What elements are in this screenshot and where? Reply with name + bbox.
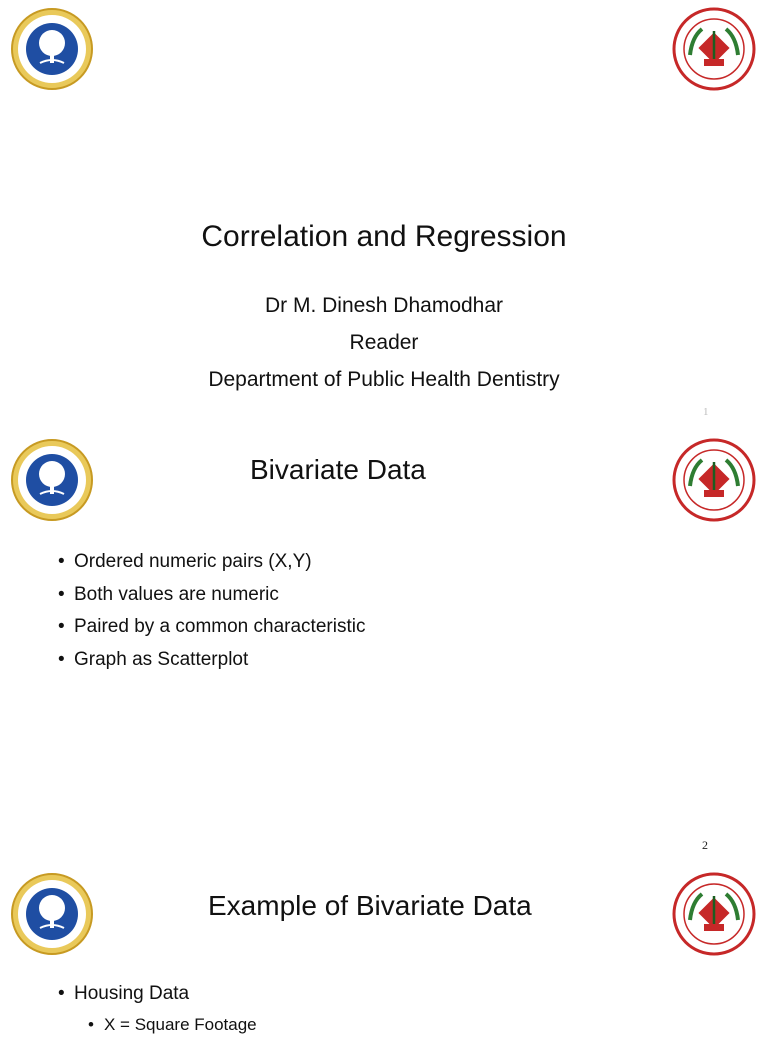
dental-college-emblem-logo	[672, 438, 756, 522]
slide-title: Bivariate Data	[250, 454, 426, 485]
institute-seal-logo	[10, 7, 94, 91]
institute-seal-logo	[10, 438, 94, 522]
bullet-list	[58, 978, 189, 1011]
bullet-list	[58, 546, 365, 676]
author-department: Department of Public Health Dentistry	[208, 368, 560, 391]
page-number: 2	[702, 838, 708, 852]
sub-bullet-item: • X = Square Footage	[88, 1009, 257, 1042]
slide-title: Example of Bivariate Data	[208, 890, 532, 921]
dental-college-emblem-logo	[672, 872, 756, 956]
slide-2	[0, 434, 768, 868]
slide-title: Correlation and Regression	[201, 220, 567, 253]
dental-college-emblem-logo	[672, 7, 756, 91]
page-number: 1	[703, 406, 709, 418]
bullet-item: • Paired by a common characteristic	[58, 611, 365, 644]
author-role: Reader	[349, 331, 419, 354]
bullet-item: • Ordered numeric pairs (X,Y)	[58, 546, 365, 579]
institute-seal-logo	[10, 872, 94, 956]
slide-1	[0, 0, 768, 434]
author-name: Dr M. Dinesh Dhamodhar	[264, 294, 504, 317]
sub-bullet-list	[88, 1009, 257, 1042]
bullet-item: • Graph as Scatterplot	[58, 644, 365, 677]
bullet-item: • Both values are numeric	[58, 579, 365, 612]
slide-3	[0, 868, 768, 1034]
bullet-item: • Housing Data	[58, 978, 189, 1011]
